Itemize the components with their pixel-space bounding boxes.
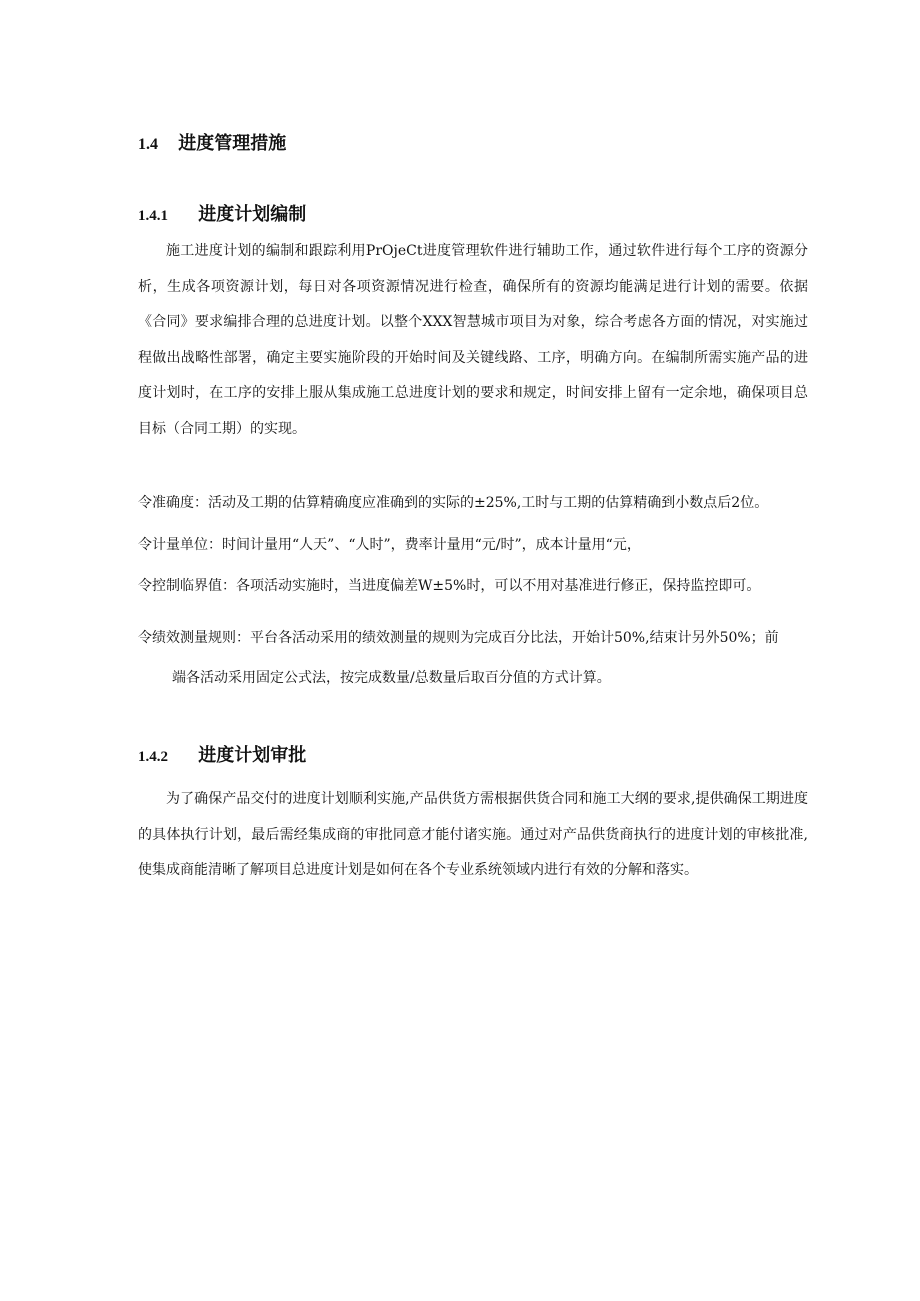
list-item-accuracy: 令准确度：活动及工期的估算精确度应准确到的实际的±25%,工时与工期的估算精确到小数点后2位。 [138, 495, 769, 511]
subsection-heading-1-4-1 [138, 200, 306, 226]
list-item-performance-rule [138, 618, 806, 698]
subsection-number: 1.4.2 [138, 749, 168, 765]
paragraph-schedule-preparation: 施工进度计划的编制和跟踪利用PrOjeCt进度管理软件进行辅助工作，通过软件进行每个工序的资源分析，生成各项资源计划，每日对各项资源情况进行检查，确保所有的资源均能满足进行计划的需要。依据《合同》要求编排合理的总进度计划。以整个XXX智慧城市项目为对象，综合考虑各方面的情况，对实施过程做出战略性部署，确定主要实施阶段的开始时间及关键线路、工序，明确方向。在编制所需实施产品的进度计划时，在工序的安排上服从集成施工总进度计划的要求和规定，时间安排上留有一定余地，确保项目总目标（合同工期）的实现。 [138, 243, 808, 437]
list-item-continuation: 端各活动采用固定公式法，按完成数量/总数量后取百分值的方式计算。 [172, 670, 611, 686]
section-title: 进度管理措施 [178, 133, 287, 154]
list-item-units: 令计量单位：时间计量用“人天”、“人时”，费率计量用“元/时”，成本计量用“元， [138, 537, 641, 553]
list-item-threshold: 令控制临界值：各项活动实施时，当进度偏差W±5%时，可以不用对基准进行修正，保持监控即可。 [138, 578, 761, 594]
subsection-title: 进度计划编制 [198, 204, 307, 225]
subsection-number: 1.4.1 [138, 208, 168, 224]
section-number: 1.4 [138, 136, 158, 153]
list-item-text: 令绩效测量规则：平台各活动采用的绩效测量的规则为完成百分比法，开始计50%,结束计另外50%；前 [138, 630, 779, 646]
subsection-heading-1-4-2 [138, 741, 306, 767]
section-heading [138, 129, 286, 155]
subsection-title: 进度计划审批 [198, 745, 307, 766]
paragraph-schedule-approval: 为了确保产品交付的进度计划顺利实施,产品供货方需根据供货合同和施工大纲的要求,提供确保工期进度的具体执行计划，最后需经集成商的审批同意才能付诸实施。通过对产品供货商执行的进度计划的审核批准,使集成商能清晰了解项目总进度计划是如何在各个专业系统领域内进行有效的分解和落实。 [138, 791, 808, 878]
